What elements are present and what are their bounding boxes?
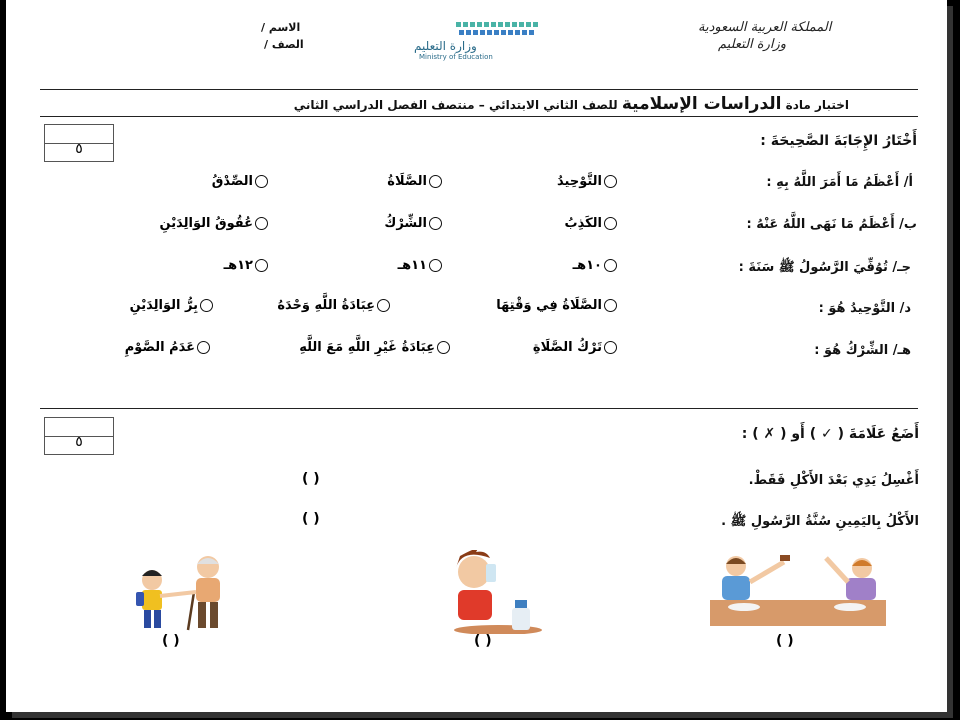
statement-2: الأَكْلُ بِاليَمِينِ سُنَّةُ الرَّسُولِ ﷺ . [721, 514, 919, 529]
exam-title [294, 94, 849, 114]
question-c-option-3[interactable]: ١٢هـ [224, 258, 268, 273]
question-b-option-2[interactable]: الشِّرْكُ [384, 216, 442, 231]
question-c-option-2[interactable]: ١١هـ [398, 258, 442, 273]
picture-3-answer[interactable]: ( ) [776, 633, 794, 649]
drinking-boy-picture [438, 550, 542, 634]
kingdom-logo-text: المملكة العربية السعودية [698, 20, 832, 35]
question-b-option-1[interactable]: الكَذِبُ [565, 216, 617, 231]
section2-score: ٥ [75, 434, 83, 450]
statement-1-answer[interactable]: ( ) [302, 471, 320, 487]
exam-page [6, 0, 947, 712]
question-d-label: د/ التَّوْحِيدُ هُوَ : [818, 301, 911, 316]
radio-circle-icon[interactable] [200, 299, 213, 312]
radio-circle-icon[interactable] [429, 217, 442, 230]
question-a-option-2[interactable]: الصَّلَاةُ [387, 174, 442, 189]
radio-circle-icon[interactable] [437, 341, 450, 354]
question-c-label: جـ/ تُوُفِّيَ الرَّسُولُ ﷺ سَنَةَ : [738, 260, 911, 275]
radio-circle-icon[interactable] [604, 259, 617, 272]
radio-circle-icon[interactable] [197, 341, 210, 354]
radio-circle-icon[interactable] [255, 217, 268, 230]
question-d-option-3[interactable]: بِرُّ الوَالِدَيْنِ [130, 298, 213, 313]
statement-1: أَغْسِلُ يَدِي بَعْدَ الأَكْلِ فَقَطْ. [748, 473, 919, 488]
radio-circle-icon[interactable] [604, 341, 617, 354]
title-subject: الدراسات الإسلامية [621, 94, 782, 114]
title-underline [40, 116, 918, 117]
section1-heading: أَخْتَارُ الإِجَابَةَ الصَّحِيحَةَ : [760, 133, 917, 149]
question-e-label: هـ/ الشِّرْكُ هُوَ : [814, 343, 911, 358]
question-e-option-2[interactable]: عِبَادَةُ غَيْرِ اللَّهِ مَعَ اللَّهِ [299, 340, 450, 355]
radio-circle-icon[interactable] [429, 175, 442, 188]
ministry-english-text: Ministry of Education [419, 53, 493, 61]
ministry-logo-text: وزارة التعليم [718, 37, 787, 52]
question-a-option-1[interactable]: التَّوْحِيدُ [557, 174, 617, 189]
question-e-option-3[interactable]: عَدَمُ الصَّوْمِ [125, 340, 210, 355]
question-b-option-3[interactable]: عُقُوقُ الوَالِدَيْنِ [160, 216, 268, 231]
picture-2-answer[interactable]: ( ) [474, 633, 492, 649]
question-d-option-2[interactable]: عِبَادَةُ اللَّهِ وَحْدَهُ [277, 298, 390, 313]
radio-circle-icon[interactable] [604, 175, 617, 188]
ministry-center-text: وزارة التعليم [414, 39, 477, 53]
radio-circle-icon[interactable] [255, 259, 268, 272]
radio-circle-icon[interactable] [429, 259, 442, 272]
question-b-label: ب/ أَعْظَمُ مَا نَهَى اللَّهُ عَنْهُ : [746, 217, 917, 232]
radio-circle-icon[interactable] [255, 175, 268, 188]
section2-score-box [44, 417, 114, 455]
title-suffix: للصف الثاني الابتدائي – منتصف الفصل الدراسي الثاني [293, 98, 618, 112]
radio-circle-icon[interactable] [604, 299, 617, 312]
question-a-option-3[interactable]: الصِّدْقُ [212, 174, 268, 189]
section1-score-box [44, 124, 114, 162]
question-a-label: أ/ أَعْظَمُ مَا أَمَرَ اللَّهُ بِهِ : [766, 175, 913, 190]
header-divider [40, 89, 918, 90]
question-d-option-1[interactable]: الصَّلَاةُ فِي وَقْتِهَا [496, 298, 617, 313]
section-divider [40, 408, 918, 409]
helping-elderly-picture [124, 552, 254, 634]
radio-circle-icon[interactable] [377, 299, 390, 312]
name-label: الاسم / [261, 21, 301, 34]
question-e-option-1[interactable]: تَرْكُ الصَّلَاةِ [533, 340, 617, 355]
section1-score: ٥ [75, 141, 83, 157]
ministry-logo-icon [454, 20, 540, 40]
title-prefix: اختبار مادة [785, 98, 849, 112]
radio-circle-icon[interactable] [604, 217, 617, 230]
question-c-option-1[interactable]: ١٠هـ [573, 258, 617, 273]
section2-heading: أَضَعُ عَلَامَةَ ( ✓ ) أَو ( ✗ ) : [741, 426, 919, 442]
grade-label: الصف / [264, 38, 304, 51]
eating-children-picture [710, 552, 886, 626]
picture-1-answer[interactable]: ( ) [162, 633, 180, 649]
statement-2-answer[interactable]: ( ) [302, 511, 320, 527]
